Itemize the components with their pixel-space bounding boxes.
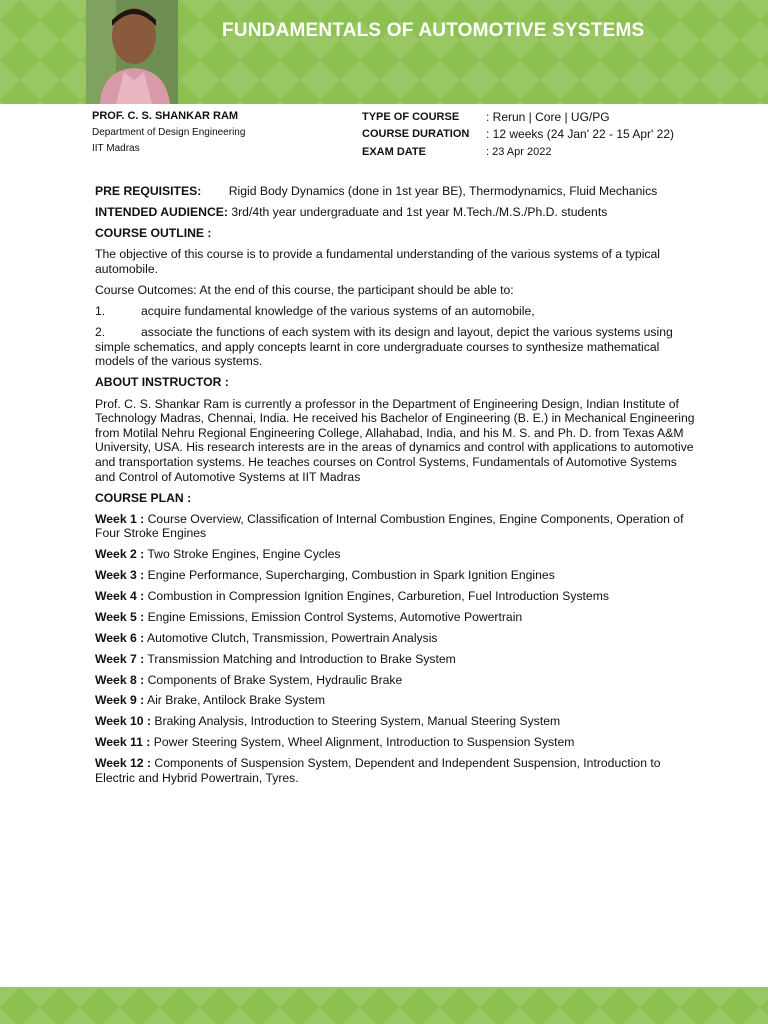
week-label: Week 2 : [95,547,145,562]
course-content [95,184,697,792]
week-text: Components of Suspension System, Dependent and Independent Suspension, Introduction to Electric and Hybrid Powertrain, Tyres. [95,756,661,785]
outcome-item [95,304,697,319]
week-label: Week 1 : [95,511,145,526]
instructor-photo [86,0,178,104]
week-text: Engine Emissions, Emission Control Systems, Automotive Powertrain [144,609,523,624]
intended-audience [95,205,697,220]
week-item [95,631,697,646]
meta-label: COURSE DURATION [362,128,470,141]
plan-heading: COURSE PLAN : [95,490,192,505]
outline-objective: The objective of this course is to provide a fundamental understanding of the various systems of a typical automobile. [95,247,660,276]
week-item [95,673,697,688]
footer-banner [0,987,768,1024]
instructor-institute: IIT Madras [92,143,140,154]
outcomes-intro: Course Outcomes: At the end of this course, the participant should be able to: [95,282,514,297]
week-item [95,693,697,708]
week-text: Combustion in Compression Ignition Engines, Carburetion, Fuel Introduction Systems [144,588,609,603]
meta-value: : 23 Apr 2022 [486,145,552,158]
prerequisites-value: Rigid Body Dynamics (done in 1st year BE), Thermodynamics, Fluid Mechanics [228,184,658,198]
week-label: Week 9 : [95,693,145,708]
audience-label: INTENDED AUDIENCE: [95,205,228,220]
week-label: Week 5 : [95,609,145,624]
meta-value: : Rerun | Core | UG/PG [486,109,610,124]
meta-row-exam [362,143,674,161]
outcome-number: 1. [95,304,106,319]
outcome-number: 2. [95,325,106,340]
week-label: Week 11 : [95,735,151,750]
outcome-text: acquire fundamental knowledge of the various systems of an automobile, [141,304,535,319]
about-heading: ABOUT INSTRUCTOR : [95,375,229,390]
meta-row-type [362,108,674,126]
meta-label: TYPE OF COURSE [362,110,460,123]
instructor-department: Department of Design Engineering [92,127,246,138]
week-label: Week 10 : [95,714,152,729]
week-label: Week 4 : [95,588,145,603]
week-item [95,589,697,604]
outline-heading: COURSE OUTLINE : [95,226,212,241]
course-meta [362,108,674,161]
week-text: Automotive Clutch, Transmission, Powertrain Analysis [144,630,438,645]
week-text: Power Steering System, Wheel Alignment, Introduction to Suspension System [150,735,575,750]
outcome-text: associate the functions of each system with its design and layout, depict the various systems using simple schematics, and apply concepts learnt in core undergraduate courses to synthesize mathematical models of the various systems. [95,325,673,369]
week-item [95,547,697,562]
week-item [95,512,697,541]
week-label: Week 6 : [95,630,145,645]
week-item [95,652,697,667]
week-text: Two Stroke Engines, Engine Cycles [144,547,341,562]
prerequisites-label: PRE REQUISITES: [95,184,202,198]
about-text: Prof. C. S. Shankar Ram is currently a professor in the Department of Engineering Design, Indian Institute of Technology Madras, Chennai, India. He received his Bachelor of Engineering (B. E.) in Mechanical Engineering from Motilal Nehru Regional Engineering College, Allahabad, India, and his M. S. and Ph. D. from Texas A&M University, USA. His research interests are in the areas of dynamics and control with applications to automotive and transportation systems. He teaches courses on Control Systems, Fundamentals of Automotive Systems and Control of Automotive Systems at IIT Madras [95,396,695,484]
week-label: Week 7 : [95,651,145,666]
prerequisites [95,184,697,199]
meta-value: : 12 weeks (24 Jan' 22 - 15 Apr' 22) [486,127,675,142]
week-item [95,756,697,785]
week-item [95,610,697,625]
instructor-card [92,110,245,159]
week-text: Braking Analysis, Introduction to Steering System, Manual Steering System [151,714,561,729]
week-text: Engine Performance, Supercharging, Combustion in Spark Ignition Engines [144,568,555,583]
week-item [95,735,697,750]
meta-row-duration [362,126,674,144]
week-label: Week 12 : [95,756,152,771]
week-text: Components of Brake System, Hydraulic Brake [144,672,403,687]
week-item [95,714,697,729]
instructor-name: PROF. C. S. SHANKAR RAM [92,110,239,122]
week-label: Week 3 : [95,568,145,583]
course-title: FUNDAMENTALS OF AUTOMOTIVE SYSTEMS [222,20,645,41]
week-text: Air Brake, Antilock Brake System [144,693,326,708]
week-text: Course Overview, Classification of Internal Combustion Engines, Engine Components, Operation of Four Stroke Engines [95,511,684,541]
audience-value: 3rd/4th year undergraduate and 1st year M.Tech./M.S./Ph.D. students [231,205,608,220]
outcome-item [95,325,697,369]
meta-label: EXAM DATE [362,145,426,158]
week-label: Week 8 : [95,672,145,687]
week-text: Transmission Matching and Introduction to Brake System [144,651,456,666]
week-item [95,568,697,583]
